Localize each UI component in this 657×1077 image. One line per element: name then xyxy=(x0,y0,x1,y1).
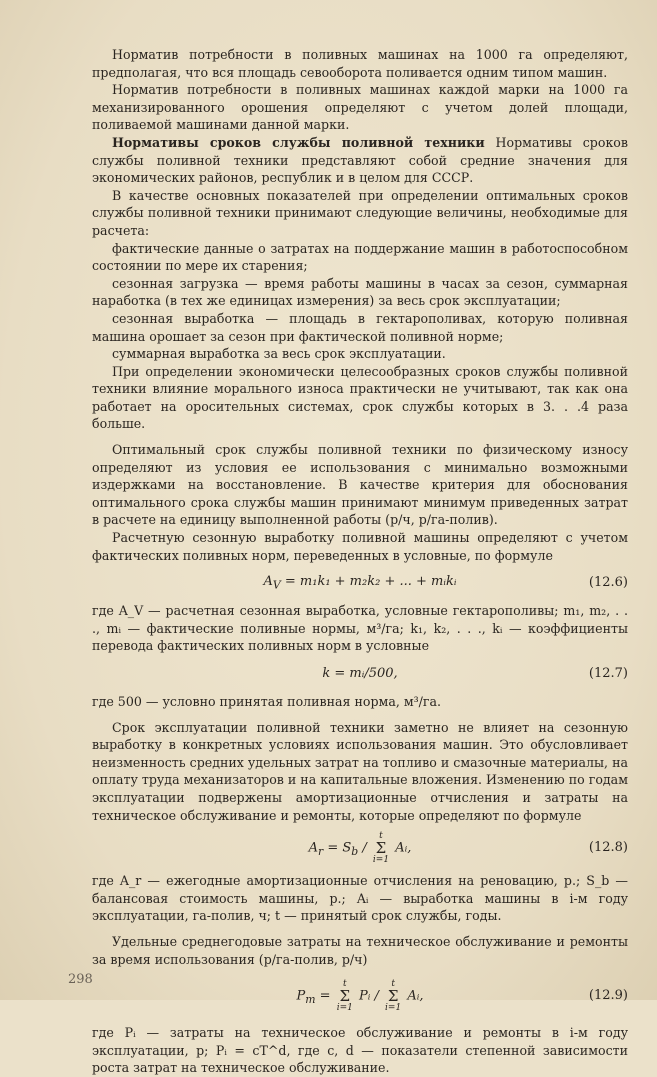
equation-12-8 xyxy=(92,824,628,872)
equation-number: (12.6) xyxy=(588,575,628,591)
paragraph: В качестве основных показателей при определении оптимальных сроков службы поливной техники принимают следующие величины, необходимые для расчета: xyxy=(92,187,628,238)
paragraph: где 500 — условно принятая поливная норма, м³/га. xyxy=(92,694,442,709)
equation-text: $A_V = m_1k_1 + m_2k_2$ + ... + mᵢkᵢ xyxy=(263,573,457,592)
equation-text: $A_r = S_b$ / t Σ i=1 Aᵢ, xyxy=(308,831,412,866)
equation-text: k = mᵢ/500, xyxy=(322,666,398,682)
paragraph: где A_r — ежегодные амортизационные отчисления на реновацию, р.; S_b — балансовая стоимость машины, р.; Aᵢ — выработка машины в i-м году эксплуатации, га-полив, ч; t — принятый срок службы, годы. xyxy=(92,873,628,924)
paragraph: Норматив потребности в поливных машинах каждой марки на 1000 га механизированного орошения определяют с учетом долей площади, поливаемой машинами данной марки. xyxy=(92,82,628,133)
paragraph xyxy=(92,134,628,187)
equation-number: (12.9) xyxy=(588,988,628,1004)
paragraph-text: Нормативы сроков службы поливной техники представляют собой средние значения для экономических районов, республик и в целом для СССР. xyxy=(92,134,628,186)
paragraph: где A_V — расчетная сезонная выработка, условные гектарополивы; m₁, m₂, . . ., mᵢ — фактические поливные нормы, м³/га; k₁, k₂, . . ., kᵢ — коэффициенты перевода фактических поливных норм в условные xyxy=(92,603,628,654)
page-number: 298 xyxy=(68,972,93,987)
paragraph: Оптимальный срок службы поливной техники по физическому износу определяют из условия ее использования с минимально возможными издержками на восстановление. В качестве критерия для обоснования оптимального срока службы машин принимают минимум приведенных затрат в расчете на единицу выполненной работы (р/ч, р/га-полив). xyxy=(92,442,628,528)
list-item: суммарная выработка за весь срок эксплуатации. xyxy=(112,346,446,362)
equation-text: $P_m$ = t Σ i=1 Pᵢ / t Σ i=1 Aᵢ, xyxy=(296,979,424,1014)
list-item: сезонная выработка — площадь в гектарополивах, которую поливная машина орошает за сезон при фактической поливной норме; xyxy=(92,310,628,344)
paragraph: При определении экономически целесообразных сроков службы поливной техники влияние морального износа практически не учитывают, так как она работает на оросительных системах, срок службы которых в 3. . .4 раза больше. xyxy=(92,363,628,432)
equation-12-9 xyxy=(92,968,628,1024)
list-item: фактические данные о затратах на поддержание машин в работоспособном состоянии по мере их старения; xyxy=(92,240,628,274)
paragraph: где Pᵢ — затраты на техническое обслуживание и ремонты в i-м году эксплуатации, р; Pᵢ = cT^d, где c, d — показатели степенной зависимости роста затрат на техническое обслуживание. xyxy=(92,1025,628,1076)
list-item: сезонная загрузка — время работы машины в часах за сезон, суммарная наработка (в тех же единицах измерения) за весь срок эксплуатации; xyxy=(92,275,628,309)
equation-number: (12.7) xyxy=(588,666,628,682)
paragraph: Срок эксплуатации поливной техники заметно не влияет на сезонную выработку в конкретных условиях использования машин. Это обусловливает неизменность средних удельных затрат на топливо и смазочные материалы, на оплату труда механизаторов и на капитальные вложения. Изменению по годам эксплуатации подвержены амортизационные отчисления и затраты на техническое обслуживание и ремонты, которые определяют по формуле xyxy=(92,719,628,823)
equation-number: (12.8) xyxy=(588,840,628,856)
paragraph: Расчетную сезонную выработку поливной машины определяют с учетом фактических поливных норм, переведенных в условные, по формуле xyxy=(92,530,628,563)
bold-phrase: Нормативы сроков службы поливной техники xyxy=(112,134,485,150)
equation-12-6 xyxy=(92,564,628,602)
equation-12-7 xyxy=(92,655,628,693)
text-body xyxy=(92,46,628,1077)
paragraph: Удельные среднегодовые затраты на техническое обслуживание и ремонты за время использования (р/га-полив, р/ч) xyxy=(92,933,628,967)
paragraph: Норматив потребности в поливных машинах на 1000 га определяют, предполагая, что вся площадь севооборота поливается одним типом машин. xyxy=(92,47,628,80)
